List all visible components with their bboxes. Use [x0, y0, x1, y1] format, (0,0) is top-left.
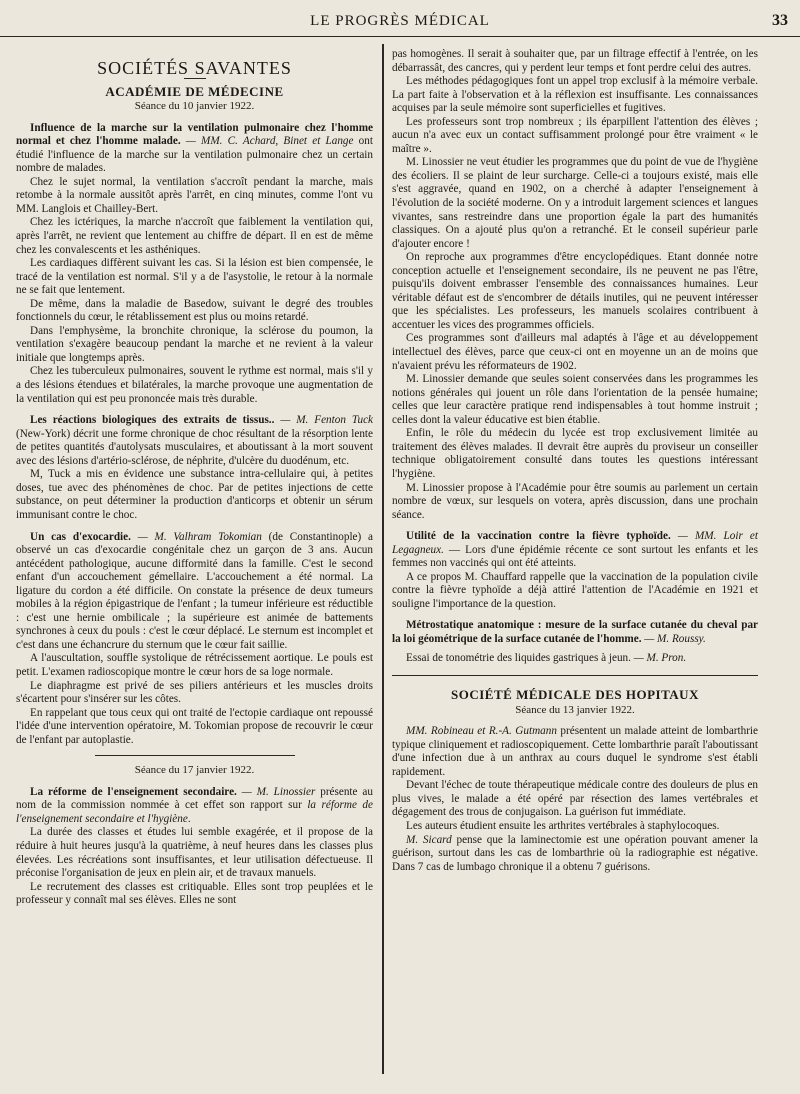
column-divider	[382, 44, 384, 1074]
article-reactions	[16, 414, 373, 468]
article-sicard	[392, 834, 758, 875]
paragraph: Les méthodes pédagogiques font un appel trop exclusif à la mémoire verbale. La part faite à l'observation et à la réflexion est insuffisante. Les connaissances acquises par la seule mémoire sont superficielles et fugitives.	[392, 75, 758, 115]
article-exocardie	[16, 531, 373, 653]
paragraph: On reproche aux programmes d'être encyclopédiques. Etant donnée notre conception actuelle et l'enseignement secondaire, ils ne peuvent ne pas l'être, puisqu'ils doivent embrasser l'ensemble des connaissances humaines. Leur véritable défaut est de s'encombrer de détails inutiles, qui ne peuvent intéresser que les spécialistes. Les professeurs, les manuels scolaires contribuent à accentuer les vices des programmes officiels.	[392, 251, 758, 331]
report-title: la réforme de l'enseignement secondaire et l'hygiène	[16, 799, 373, 825]
paragraph: M. Linossier ne veut étudier les programmes que du point de vue de l'hygiène des écoliers. Il se plaint de leur surcharge. Celle-ci a toujours existé, mais elle s'est aggravée, quand en 1902, on a cherché à adapter l'enseignement à l'évolution de la société moderne. On y a introduit largement sciences et langues vivantes, sans restreindre dans une proportion égale la part des humanités classiques. On a ajouté plus qu'on a retranché. Et le conseil supérieur parle d'ajouter encore !	[392, 156, 758, 250]
article-authors: — MM. Loir et Legagneux.	[392, 530, 759, 556]
article-reforme	[16, 786, 373, 827]
article-authors: — M. Linossier	[236, 785, 316, 798]
paragraph: De même, dans la maladie de Basedow, suivant le degré des troubles fonctionnels du cœur, le rétablissement est plus ou moins retardé.	[16, 297, 373, 324]
article-text: (New-York) décrit une forme chronique de choc résultant de la résorption lente de petites quantités d'autolysats musculaires, et aboutissant à la mort souvent avec des lésions d'artério-sclérose, de néphrite, d'ulcère du duodénum, etc.	[16, 427, 373, 467]
article-text: — Lors d'une épidémie récente ce sont surtout les enfants et les femmes non vaccinés qui ont été atteints.	[392, 543, 758, 570]
article-text: (de Constantinople) a observé un cas d'exocardie congénitale chez un garçon de 3 ans. Aucun antécédent pathologique, aucune difformité dans la famille. C'est le second enfant d'un accouchement gémellaire. L'accouchement a été normal. La ligature du cordon a été difficile. On constate la présence de deux tumeurs mobiles à la région épigastrique de l'enfant ; la tumeur inférieure est réductible : c'est une hernie ombilicale ; la supérieure est animée de battements synchrones à ceux du pouls : c'est le cœur déplacé. Le sternum est incomplet et c'est dans une échancrure du sternum que le cœur fait saillie.	[16, 530, 374, 651]
paragraph: A ce propos M. Chauffard rappelle que la vaccination de la population civile contre la fièvre typhoïde a déjà attiré l'attention de l'Académie en 1921 et souligne l'importance de la question.	[392, 570, 758, 610]
article-metrostatique	[392, 619, 758, 646]
article-text: présente au nom de la commission nommée à cet effet son rapport sur	[16, 785, 373, 812]
paragraph: Dans l'emphysème, la bronchite chronique, la sclérose du poumon, la ventilation s'exagère beaucoup pendant la marche et ne revient à la valeur initiale que longtemps après.	[16, 324, 373, 364]
article-authors: — M. Fenton Tuck	[274, 414, 373, 427]
paragraph: Enfin, le rôle du médecin du lycée est trop exclusivement limitée au traitement des élèves malades. Il devrait être auprès du proviseur un conseiller technique obligatoirement consulté dans toutes les questions intéressant l'hygiène.	[392, 427, 758, 480]
paragraph: Chez le sujet normal, la ventilation s'accroît pendant la marche, mais retombe à la normale aussitôt après l'arrêt, en cinq minutes, comme l'ont vu MM. Langlois et Chailley-Bert.	[16, 175, 373, 215]
article-vaccination	[392, 530, 758, 571]
paragraph: M, Tuck a mis en évidence une substance intra-cellulaire qui, à petites doses, tue avec des phénomènes de choc. Par de petites injections de cette substance, on peut déterminer la production d'anticorps et obtenir un sérum immunisant contre le choc.	[16, 468, 373, 521]
divider	[392, 675, 758, 676]
section-title: SOCIÉTÉS SAVANTES	[97, 58, 292, 78]
divider	[95, 755, 295, 756]
article-authors: — M. Pron.	[630, 651, 687, 664]
paragraph: A l'auscultation, souffle systolique de rétrécissement aortique. Le pouls est petit. L'examen radioscopique montre le cœur hors de sa loge normale.	[16, 652, 373, 678]
article-lombarthrie	[392, 725, 758, 779]
paragraph: La durée des classes et études lui semble exagérée, et il propose de la réduire à huit heures jusqu'à la quatrième, à neuf heures dans les classes plus élevées. Les récréations sont insuffisantes, et leur utilisation défectueuse. Il préconise l'organisation de jeux en plein air, et de travaux manuels.	[16, 826, 373, 880]
paragraph: M. Linossier propose à l'Académie pour être soumis au parlement un certain nombre de vœux, sur lesquels on votera, après discussion, dans une prochain séance.	[392, 481, 758, 521]
page-number: 33	[772, 12, 788, 29]
paragraph: En rappelant que tous ceux qui ont traité de l'ectopie cardiaque ont repoussé l'idée d'une intervention opératoire, M. Tokomian propose de recouvrir le cœur de l'enfant par autoplastie.	[16, 706, 373, 746]
article-title: Influence de la marche sur la ventilation pulmonaire chez l'homme normal et chez l'homme malade.	[16, 121, 373, 148]
article-authors: M. Sicard	[406, 833, 452, 846]
paragraph: Devant l'échec de toute thérapeutique médicale contre des douleurs de plus en plus vives, le malade a été opéré par résection des lames vertébrales et dégagement des trous de conjugaison. La guérison fut immédiate.	[392, 779, 758, 819]
article-authors: — MM. C. Achard, Binet et Lange	[180, 135, 354, 148]
article-title: Utilité de la vaccination contre la fièvre typhoïde.	[406, 530, 671, 543]
session-date-2: Séance du 17 janvier 1922.	[134, 764, 255, 777]
article-authors: — M. Valhram Tokomian	[130, 530, 262, 543]
paragraph: Le diaphragme est privé de ses piliers antérieurs et les muscles droits s'écartent pour s'insérer sur les côtes.	[16, 679, 373, 706]
article-text: ont étudié l'influence de la marche sur la ventilation pulmonaire chez un certain nombre de malades.	[16, 135, 373, 175]
paragraph: Chez les ictériques, la marche n'accroît que faiblement la ventilation qui, après l'arrêt, ne revient que lentement au chiffre de départ. Il en est de même chez les convalescents et les asthéniques.	[16, 216, 373, 256]
session-date-3: Séance du 13 janvier 1922.	[515, 703, 635, 716]
paragraph: Les auteurs étudient ensuite les arthrites vertébrales à staphylocoques.	[406, 819, 720, 832]
paragraph: M. Linossier demande que seules soient conservées dans les programmes les notions générales qui jouent un rôle dans l'orientation de la pensée humaine; celles que leur caractère pratique rend indispensables à tout homme instruit ; celles dont la valeur éducative est bien établie.	[392, 373, 758, 426]
article-title: Métrostatique anatomique : mesure de la surface cutanée du cheval par la loi géométrique de la surface cutanée de l'homme.	[392, 619, 758, 645]
article-text: présentent un malade atteint de lombarthrie typique cliniquement et radioscopiquement. Cette lombarthrie paraît l'aboutissant d'une infection due à un anthrax au cours duquel le syndrome s'est établi rapidement.	[392, 725, 759, 778]
paragraph: Les professeurs sont trop nombreux ; ils éparpillent l'attention des élèves ; aucun n'a avec eux un contact suffisamment prolongé pour être vraiment « le maître ».	[392, 115, 758, 155]
left-column	[16, 46, 373, 908]
punct: .	[187, 812, 191, 825]
societe-title: SOCIÉTÉ MÉDICALE DES HOPITAUX	[451, 687, 699, 703]
paragraph: Chez les tuberculeux pulmonaires, souvent le rythme est normal, mais s'il y a des lésions étendues et bilatérales, la marche provoque une augmentation de la ventilation qui est peu prononcée mais très durable.	[16, 365, 373, 405]
paragraph: Ces programmes sont d'ailleurs mal adaptés à l'âge et au développement intellectuel des élèves, parce que ceux-ci ont en moyenne un an de moins que n'avaient prévu les réformateurs de 1902.	[392, 332, 758, 372]
article-title: Un cas d'exocardie.	[30, 530, 131, 543]
article-title: Les réactions biologiques des extraits de tissus..	[30, 414, 275, 427]
article-text: Essai de tonométrie des liquides gastriques à jeun.	[406, 651, 631, 664]
academie-title: ACADÉMIE DE MÉDECINE	[105, 83, 284, 99]
paragraph: Le recrutement des classes est critiquable. Elles sont trop peuplées et le professeur y connaît mal ses élèves. Elles ne sont	[16, 880, 373, 907]
article-title: La réforme de l'enseignement secondaire.	[30, 785, 237, 798]
journal-title: LE PROGRÈS MÉDICAL	[310, 13, 490, 29]
paragraph: pas homogènes. Il serait à souhaiter que, par un filtrage effectif à l'entrée, on les débarrassât, des cancres, qui y perdent leur temps et font perdre celui des autres.	[392, 48, 758, 74]
article-tonometrie	[392, 652, 758, 666]
article-authors: — M. Roussy.	[641, 632, 706, 645]
right-column	[392, 48, 758, 874]
paragraph: Les cardiaques diffèrent suivant les cas. Si la lésion est bien compensée, le tracé de la ventilation est normal. S'il y a de l'asystolie, le retour à la normale ne se fait que lentement.	[16, 257, 373, 297]
article-authors: MM. Robineau et R.-A. Gutmann	[406, 725, 557, 738]
article-text: pense que la laminectomie est une opération pouvant amener la guérison, surtout dans les cas de lombarthrie où la radiographie est négative. Dans 7 cas de lumbago chronique il a obtenu 7 guérisons.	[392, 833, 758, 873]
page-header	[0, 10, 800, 37]
article-ventilation	[16, 122, 373, 176]
session-date-1: Séance du 10 janvier 1922.	[134, 100, 255, 113]
